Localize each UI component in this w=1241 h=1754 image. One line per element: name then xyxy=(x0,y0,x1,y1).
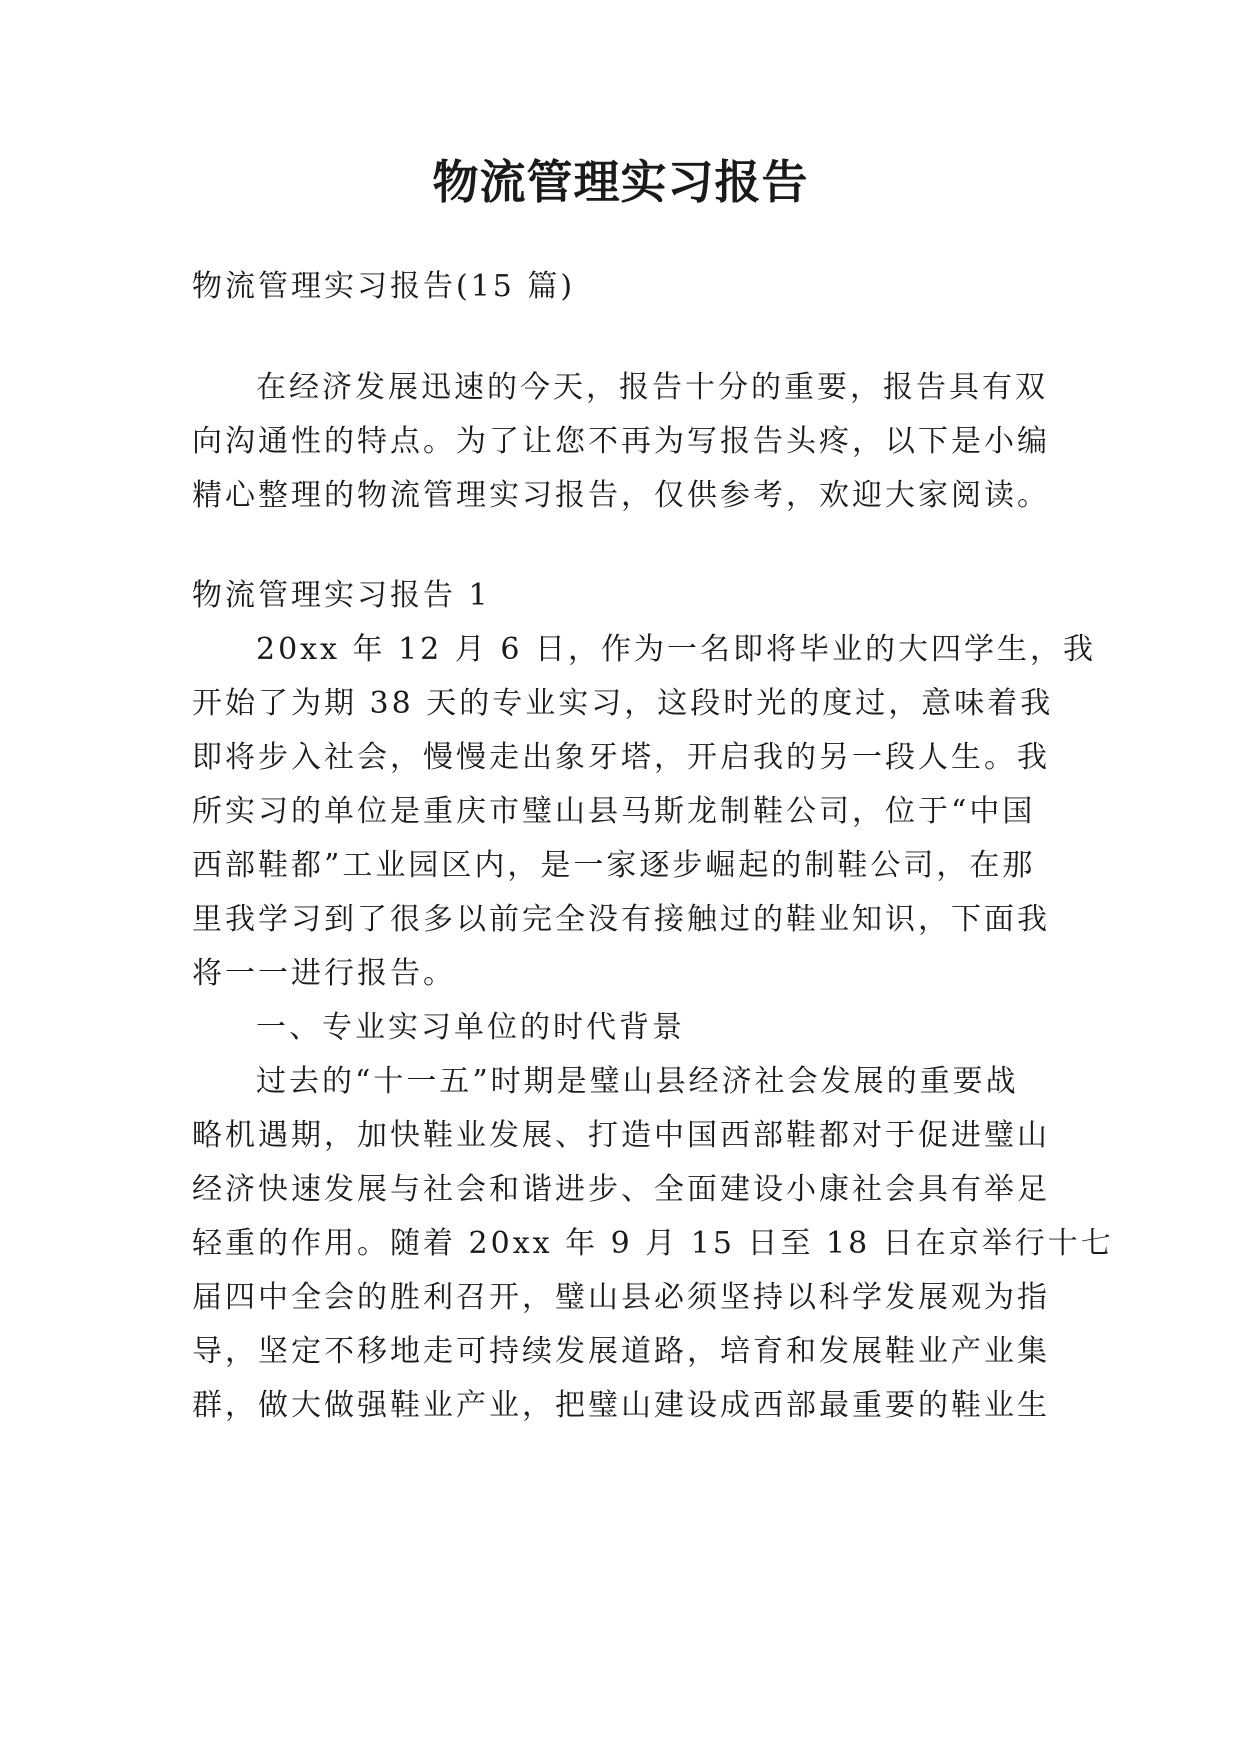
paragraph-line: 所实习的单位是重庆市璧山县马斯龙制鞋公司，位于“中国 xyxy=(192,794,1036,829)
intro-line: 向沟通性的特点。为了让您不再为写报告头疼，以下是小编 xyxy=(192,424,1050,459)
document-title: 物流管理实习报告 xyxy=(432,155,809,209)
paragraph-line: 过去的“十一五”时期是璧山县经济社会发展的重要战 xyxy=(256,1064,1019,1099)
intro-line: 精心整理的物流管理实习报告，仅供参考，欢迎大家阅读。 xyxy=(192,478,1050,513)
paragraph-line: 即将步入社会，慢慢走出象牙塔，开启我的另一段人生。我 xyxy=(192,740,1050,775)
paragraph-line: 略机遇期，加快鞋业发展、打造中国西部鞋都对于促进璧山 xyxy=(192,1118,1050,1153)
paragraph-line: 届四中全会的胜利召开，璧山县必须坚持以科学发展观为指 xyxy=(192,1280,1050,1315)
paragraph-line: 轻重的作用。随着 20xx 年 9 月 15 日至 18 日在京举行十七 xyxy=(192,1226,1114,1261)
subheading: 一、专业实习单位的时代背景 xyxy=(256,1010,685,1045)
paragraph-line: 西部鞋都”工业园区内，是一家逐步崛起的制鞋公司，在那 xyxy=(192,848,1036,883)
paragraph-line: 导，坚定不移地走可持续发展道路，培育和发展鞋业产业集 xyxy=(192,1334,1050,1369)
section-heading: 物流管理实习报告 1 xyxy=(192,578,491,613)
paragraph-line: 20xx 年 12 月 6 日，作为一名即将毕业的大四学生，我 xyxy=(256,632,1096,667)
intro-line: 在经济发展迅速的今天，报告十分的重要，报告具有双 xyxy=(256,370,1048,405)
document-subtitle: 物流管理实习报告(15 篇) xyxy=(192,269,576,304)
paragraph-line: 经济快速发展与社会和谐进步、全面建设小康社会具有举足 xyxy=(192,1172,1050,1207)
paragraph-line: 群，做大做强鞋业产业，把璧山建设成西部最重要的鞋业生 xyxy=(192,1388,1050,1423)
paragraph-line: 开始了为期 38 天的专业实习，这段时光的度过，意味着我 xyxy=(192,686,1054,721)
paragraph-line: 里我学习到了很多以前完全没有接触过的鞋业知识，下面我 xyxy=(192,902,1050,937)
paragraph-line: 将一一进行报告。 xyxy=(192,956,456,991)
